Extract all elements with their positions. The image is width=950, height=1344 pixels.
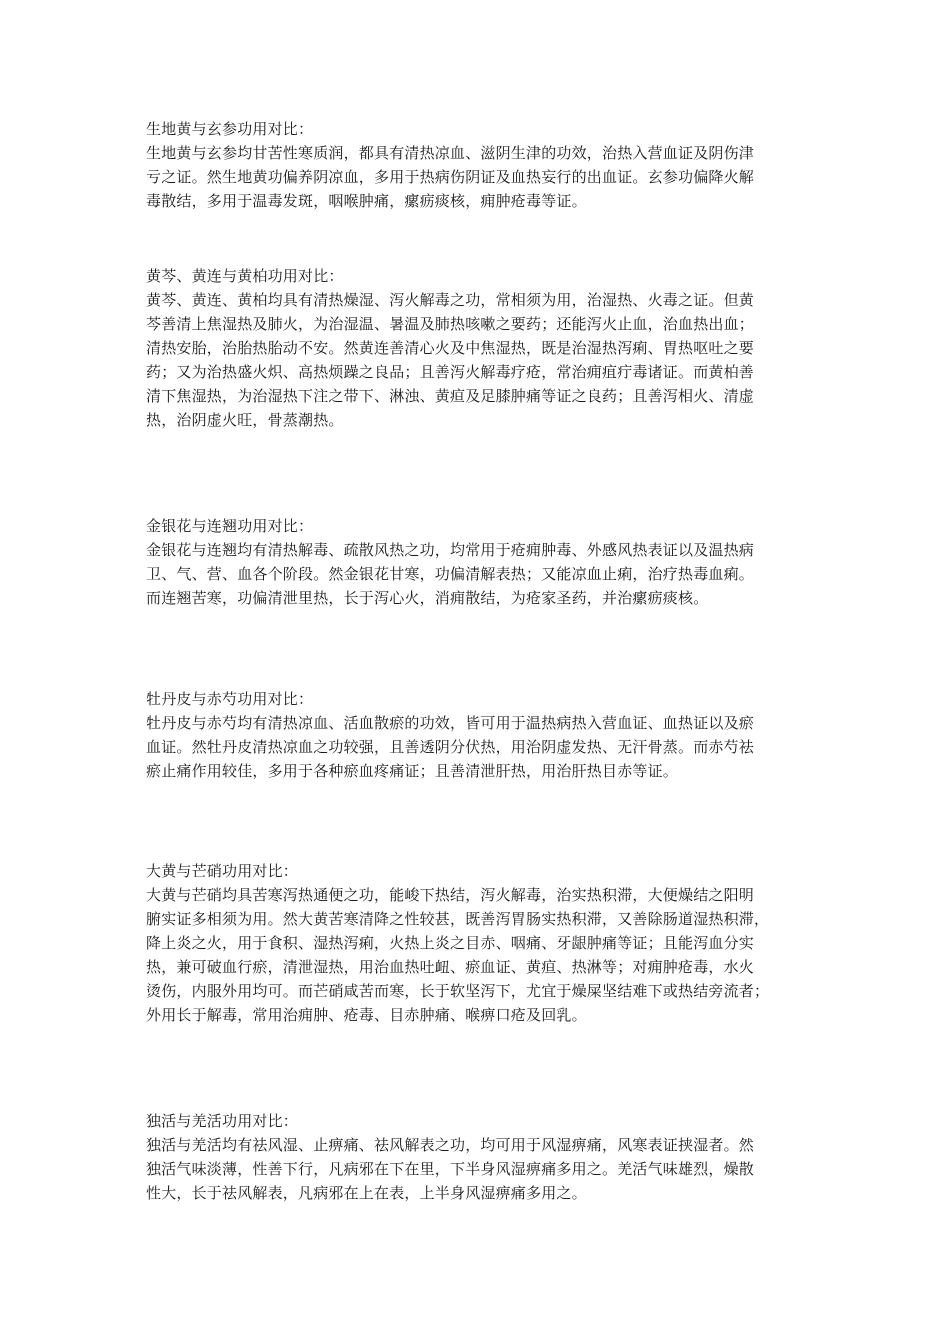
paragraph-line: 清热安胎，治胎热胎动不安。然黄连善清心火及中焦湿热，既是治湿热泻痢、胃热呕吐之要 xyxy=(146,339,755,357)
paragraph-line: 卫、气、营、血各个阶段。然金银花甘寒，功偏清解表热；又能凉血止痢，治疗热毒血痢。 xyxy=(146,565,755,583)
paragraph-line: 降上炎之火，用于食积、湿热泻痢，火热上炎之目赤、咽痛、牙龈肿痛等证；且能泻血分实 xyxy=(146,934,755,952)
paragraph-line: 而连翘苦寒，功偏清泄里热，长于泻心火，消痈散结，为疮家圣药，并治瘰疬痰核。 xyxy=(146,589,709,607)
paragraph-line: 腑实证多相须为用。然大黄苦寒清降之性较甚，既善泻胃肠实热积滞，又善除肠道湿热积滞， xyxy=(146,910,770,928)
paragraph-line: 血证。然牡丹皮清热凉血之功较强，且善透阴分伏热，用治阴虚发热、无汗骨蒸。而赤芍祛 xyxy=(146,738,755,756)
paragraph-line: 药；又为治热盛火炽、高热烦躁之良品；且善泻火解毒疗疮，常治痈疽疔毒诸证。而黄柏善 xyxy=(146,363,755,381)
paragraph-line: 生地黄与玄参均甘苦性寒质润，都具有清热凉血、滋阴生津的功效，治热入营血证及阴伤津 xyxy=(146,144,755,162)
section-duhuo-qianghuo xyxy=(146,1109,816,1205)
paragraph-line: 瘀止痛作用较佳，多用于各种瘀血疼痛证；且善清泄肝热，用治肝热目赤等证。 xyxy=(146,762,679,780)
section-jinyinhua-lianqiao xyxy=(146,514,816,610)
section-shengdihuang-xuanshen xyxy=(146,117,816,213)
paragraph-line: 芩善清上焦湿热及肺火，为治湿温、暑温及肺热咳嗽之要药；还能泻火止血，治血热出血； xyxy=(146,315,755,333)
paragraph-line: 热，治阴虚火旺，骨蒸潮热。 xyxy=(146,411,344,429)
section-title: 黄芩、黄连与黄柏功用对比： xyxy=(146,267,344,285)
paragraph-line: 独活气味淡薄，性善下行，凡病邪在下在里，下半身风湿痹痛多用之。羌活气味雄烈，燥散 xyxy=(146,1160,755,1178)
paragraph-line: 亏之证。然生地黄功偏养阴凉血，多用于热病伤阴证及血热妄行的出血证。玄参功偏降火解 xyxy=(146,168,755,186)
paragraph-line: 毒散结，多用于温毒发斑，咽喉肿痛，瘰疬痰核，痈肿疮毒等证。 xyxy=(146,192,587,210)
paragraph-line: 黄芩、黄连、黄柏均具有清热燥湿、泻火解毒之功，常相须为用，治湿热、火毒之证。但黄 xyxy=(146,291,755,309)
paragraph-line: 牡丹皮与赤芍均有清热凉血、活血散瘀的功效，皆可用于温热病热入营血证、血热证以及瘀 xyxy=(146,714,755,732)
paragraph-line: 独活与羌活均有祛风湿、止痹痛、祛风解表之功，均可用于风湿痹痛，风寒表证挟湿者。然 xyxy=(146,1136,755,1154)
section-title: 独活与羌活功用对比： xyxy=(146,1112,299,1130)
section-title: 牡丹皮与赤芍功用对比： xyxy=(146,690,314,708)
paragraph-line: 清下焦湿热，为治湿热下注之带下、淋浊、黄疸及足膝肿痛等证之良药；且善泻相火、清虚 xyxy=(146,387,755,405)
paragraph-line: 大黄与芒硝均具苦寒泻热通便之功，能峻下热结，泻火解毒，治实热积滞，大便燥结之阳明 xyxy=(146,886,755,904)
paragraph-line: 性大，长于祛风解表，凡病邪在上在表，上半身风湿痹痛多用之。 xyxy=(146,1184,587,1202)
section-title: 生地黄与玄参功用对比： xyxy=(146,120,314,138)
paragraph-line: 金银花与连翘均有清热解毒、疏散风热之功，均常用于疮痈肿毒、外感风热表证以及温热病 xyxy=(146,541,755,559)
paragraph-line: 热，兼可破血行瘀，清泄湿热，用治血热吐衄、瘀血证、黄疸、热淋等；对痈肿疮毒，水火 xyxy=(146,958,755,976)
paragraph-line: 外用长于解毒，常用治痈肿、疮毒、目赤肿痛、喉痹口疮及回乳。 xyxy=(146,1006,587,1024)
section-title: 大黄与芒硝功用对比： xyxy=(146,862,299,880)
section-title: 金银花与连翘功用对比： xyxy=(146,517,314,535)
paragraph-line: 烫伤，内服外用均可。而芒硝咸苦而寒，长于软坚泻下，尤宜于燥屎坚结难下或热结旁流者； xyxy=(146,982,770,1000)
section-mudanpi-chishao xyxy=(146,687,816,783)
section-dahuang-mangxiao xyxy=(146,859,816,1027)
section-huangqin-huanglian-huangbai xyxy=(146,264,816,432)
